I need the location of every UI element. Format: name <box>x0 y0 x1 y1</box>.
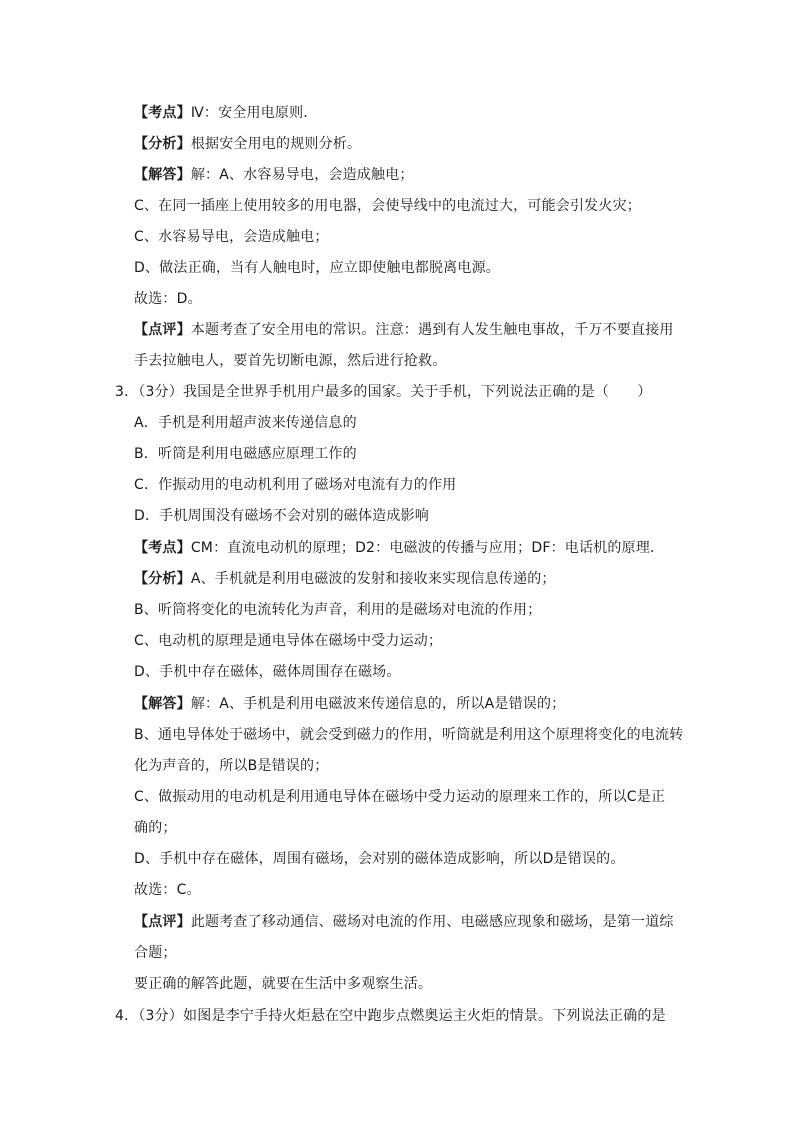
text-line <box>134 849 625 869</box>
line-text: 要正确的解答此题，就要在生活中多观察生活。 <box>134 976 433 992</box>
line-text: 故选：C。 <box>134 882 201 898</box>
text-line <box>134 227 329 247</box>
option-a <box>134 413 357 433</box>
line-text: C、在同一插座上使用较多的用电器，会使导线中的电流过大，可能会引发火灾； <box>134 198 641 214</box>
line-text: D、手机中存在磁体，磁体周围存在磁场。 <box>134 664 401 680</box>
line-text: A、手机就是利用电磁波的发射和接收来实现信息传递的； <box>190 571 556 587</box>
tag-dianping: 【点评】 <box>134 914 191 930</box>
option-d <box>134 506 429 526</box>
line-text: C、水容易导电，会造成触电； <box>134 229 329 245</box>
option-c <box>134 475 456 495</box>
line-text: 4．（3分）如图是李宁手持火炬悬在空中跑步点燃奥运主火炬的情景。下列说法正确的是 <box>115 1008 666 1024</box>
kaodian-line <box>134 103 318 123</box>
question-4-stem <box>115 1006 666 1026</box>
line-text: 3．（3分）我国是全世界手机用户最多的国家。关于手机，下列说法正确的是（ ） <box>115 384 652 400</box>
line-text: A．手机是利用超声波来传递信息的 <box>134 415 357 431</box>
line-text: 根据安全用电的规则分析。 <box>190 136 362 152</box>
line-text: 解：A、手机是利用电磁波来传递信息的，所以A是错误的； <box>190 696 566 712</box>
text-line <box>134 258 500 278</box>
line-text: B．听筒是利用电磁感应原理工作的 <box>134 446 357 462</box>
answer-line <box>134 880 201 900</box>
line-text: 本题考查了安全用电的常识。注意：遇到有人发生触电事故，千万不要直接用 <box>190 322 674 338</box>
text-line <box>134 756 328 776</box>
option-b <box>134 444 357 464</box>
text-line <box>134 787 665 807</box>
text-line <box>134 631 442 651</box>
kaodian-line <box>134 538 664 558</box>
line-text: C、做振动用的电动机是利用通电导体在磁场中受力运动的原理来工作的，所以C是正 <box>134 789 666 805</box>
tag-fenxi: 【分析】 <box>134 136 191 152</box>
line-text: 化为声音的，所以B是错误的； <box>134 758 329 774</box>
text-line <box>134 196 641 216</box>
answer-line <box>134 289 202 309</box>
tag-kaodian: 【考点】 <box>134 105 191 121</box>
text-line <box>134 725 683 745</box>
line-text: 解：A、水容易导电，会造成触电； <box>190 167 414 183</box>
line-text: B、通电导体处于磁场中，就会受到磁力的作用，听筒就是利用这个原理将变化的电流转 <box>134 727 684 743</box>
text-line <box>134 974 432 994</box>
line-text: D、做法正确，当有人触电时，应立即使触电都脱离电源。 <box>134 260 500 276</box>
tag-kaodian: 【考点】 <box>134 540 191 556</box>
line-text: C、电动机的原理是通电导体在磁场中受力运动； <box>134 633 443 649</box>
jieda-line <box>134 165 414 185</box>
text-line <box>134 662 401 682</box>
fenxi-line <box>134 134 361 154</box>
tag-jieda: 【解答】 <box>134 167 191 183</box>
text-line <box>134 943 177 963</box>
line-text: D、手机中存在磁体，周围有磁场，会对别的磁体造成影响，所以D是错误的。 <box>134 851 625 867</box>
line-text: 合题； <box>134 945 177 961</box>
line-text: B、听筒将变化的电流转化为声音，利用的是磁场对电流的作用； <box>134 602 542 618</box>
line-text: D．手机周围没有磁场不会对别的磁体造成影响 <box>134 508 429 524</box>
line-text: 故选：D。 <box>134 291 202 307</box>
tag-dianping: 【点评】 <box>134 322 191 338</box>
dianping-line <box>134 912 674 932</box>
line-text: C．作振动用的电动机利用了磁场对电流有力的作用 <box>134 477 457 493</box>
text-line <box>134 818 177 838</box>
line-text: 确的； <box>134 820 177 836</box>
line-text: Ⅳ：安全用电原则． <box>190 105 318 121</box>
jieda-line <box>134 694 565 714</box>
tag-fenxi: 【分析】 <box>134 571 191 587</box>
text-line <box>134 600 541 620</box>
fenxi-line <box>134 569 556 589</box>
dianping-line <box>134 320 674 340</box>
text-line <box>134 351 446 371</box>
line-text: CM：直流电动机的原理；D2：电磁波的传播与应用；DF：电话机的原理． <box>190 540 665 556</box>
tag-jieda: 【解答】 <box>134 696 191 712</box>
line-text: 手去拉触电人，要首先切断电源，然后进行抢救。 <box>134 353 447 369</box>
line-text: 此题考查了移动通信、磁场对电流的作用、电磁感应现象和磁场，是第一道综 <box>190 914 674 930</box>
question-3-stem <box>115 382 652 402</box>
